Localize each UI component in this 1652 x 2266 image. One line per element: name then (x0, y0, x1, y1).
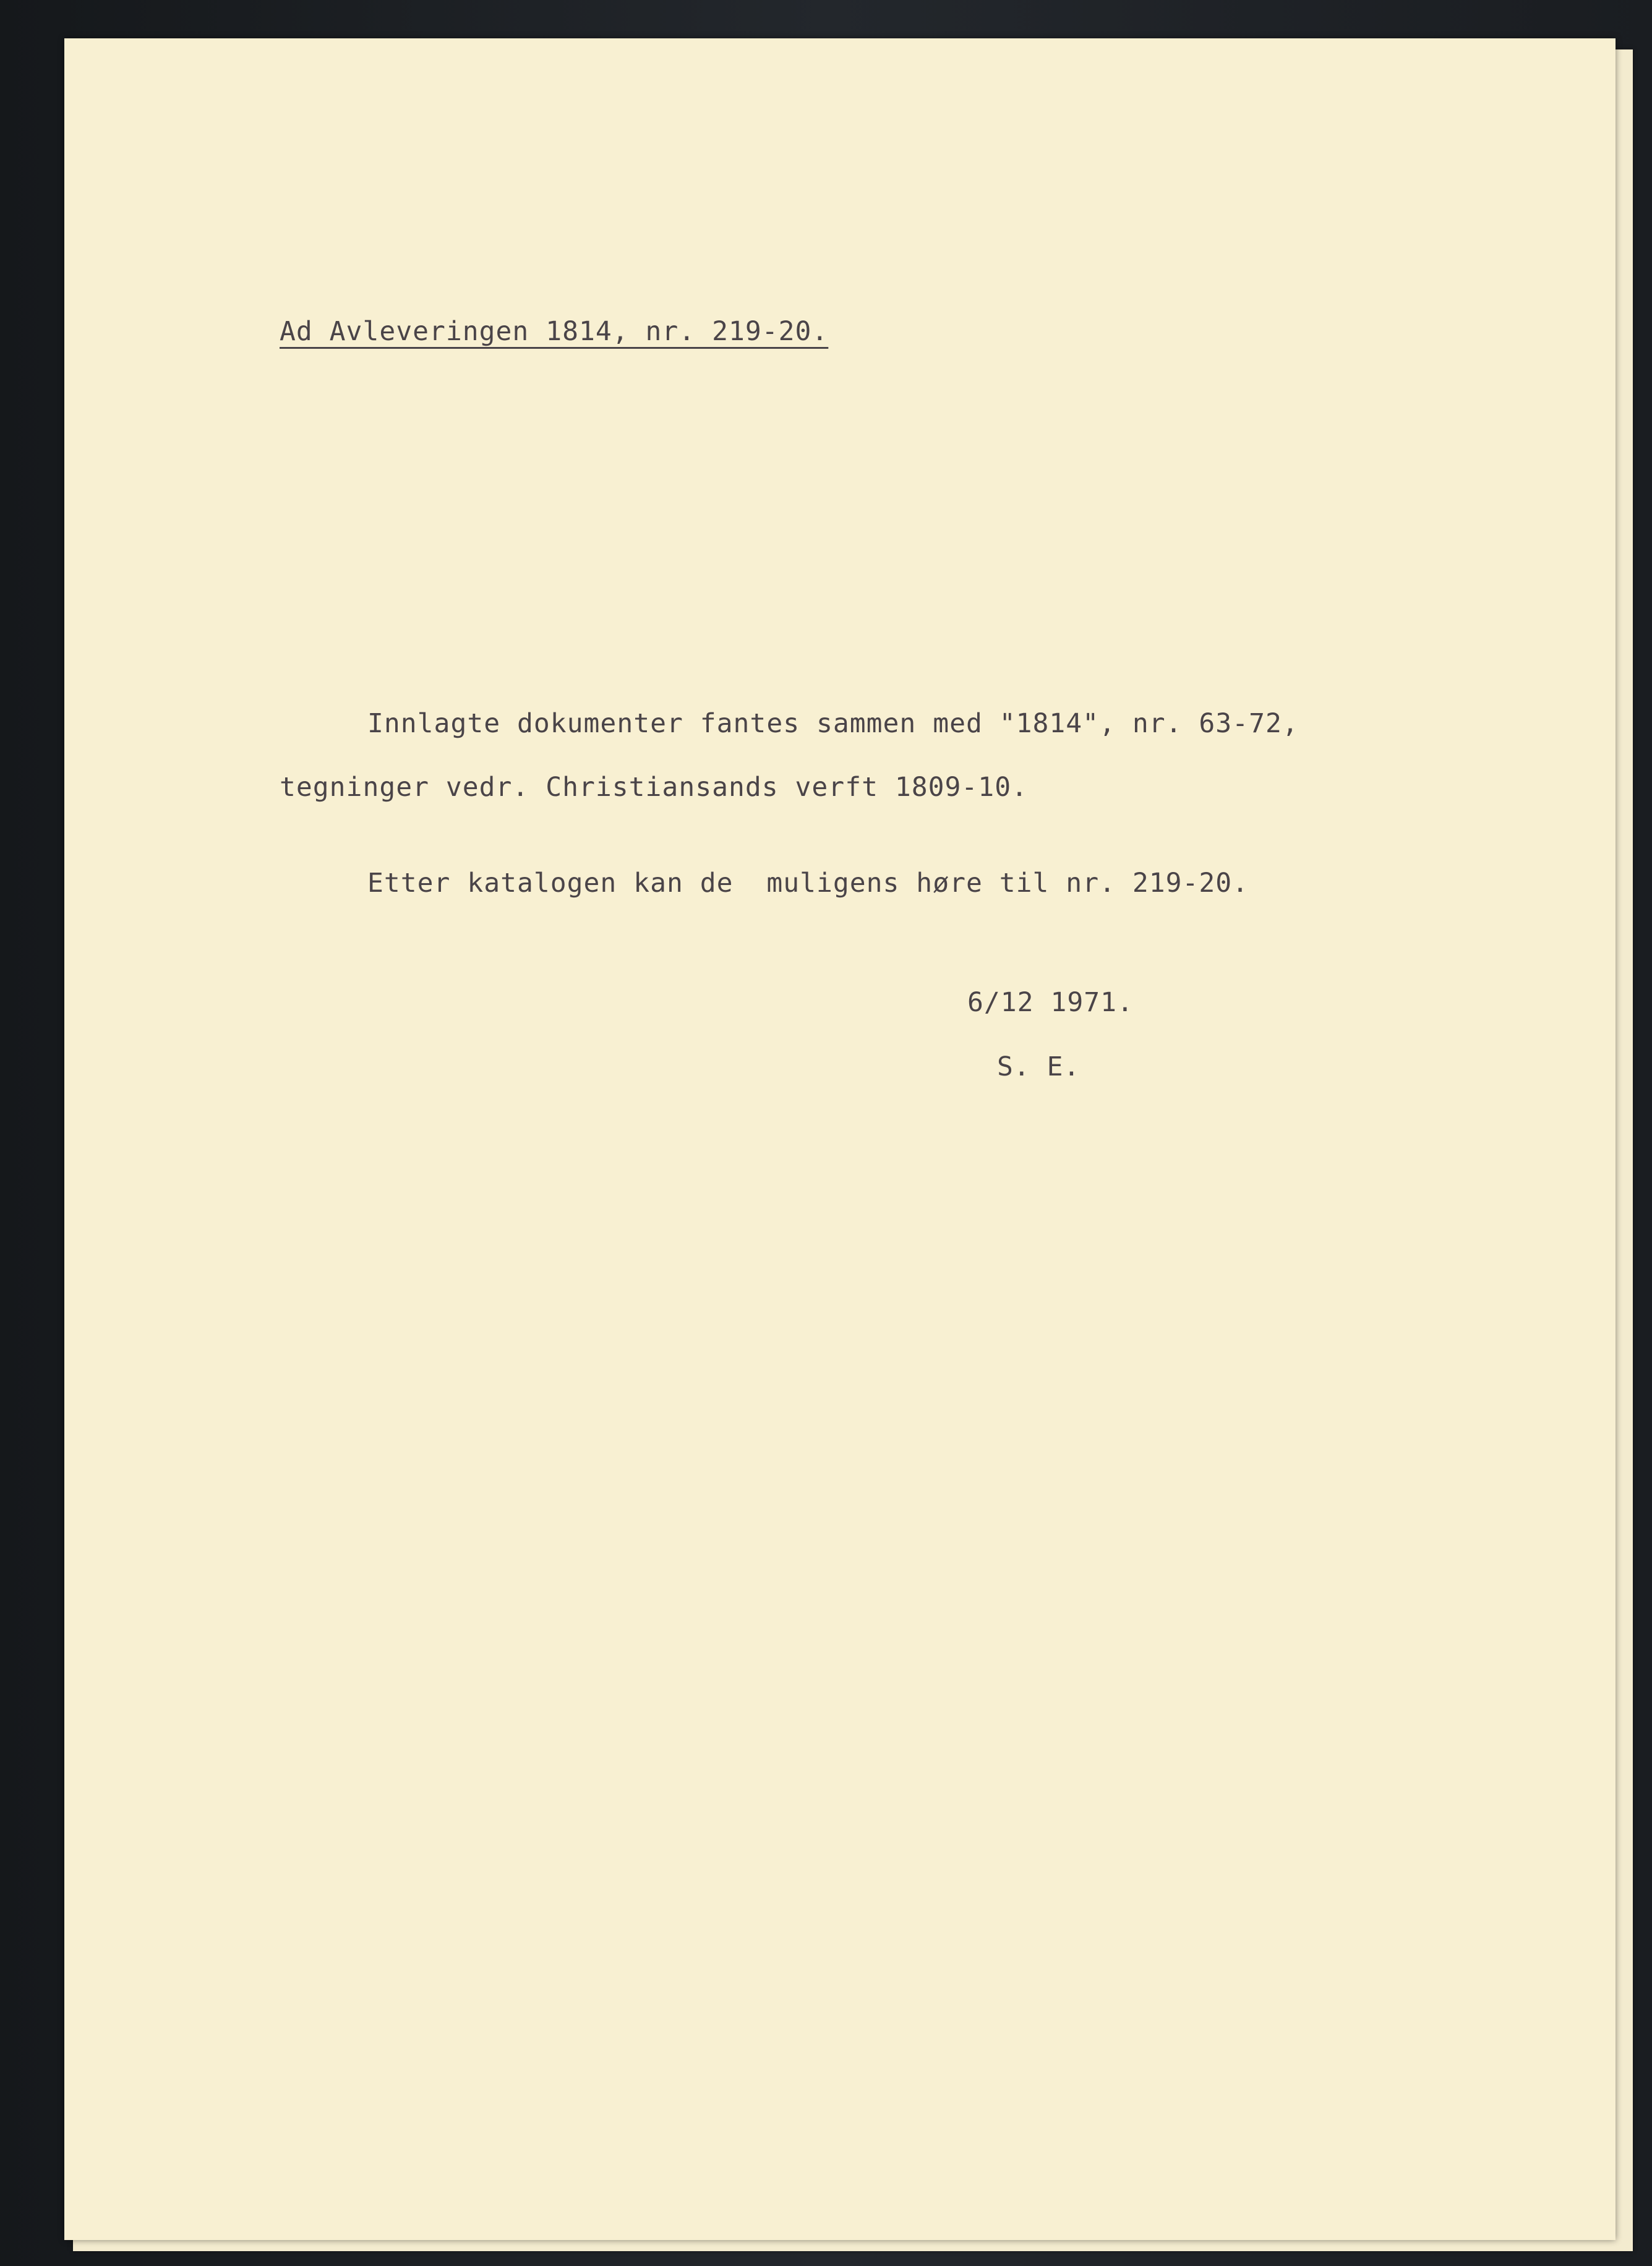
paragraph-1-line-2: tegninger vedr. Christiansands verft 1809-10. (280, 772, 1028, 803)
document-heading: Ad Avleveringen 1814, nr. 219-20. (280, 316, 829, 347)
signature-initials: S. E. (997, 1051, 1081, 1082)
document-page (64, 38, 1616, 2240)
paragraph-2: Etter katalogen kan de muligens høre til nr. 219-20. (367, 868, 1249, 899)
paragraph-1-line-1: Innlagte dokumenter fantes sammen med "1814", nr. 63-72, (367, 708, 1299, 739)
document-date: 6/12 1971. (967, 987, 1134, 1018)
